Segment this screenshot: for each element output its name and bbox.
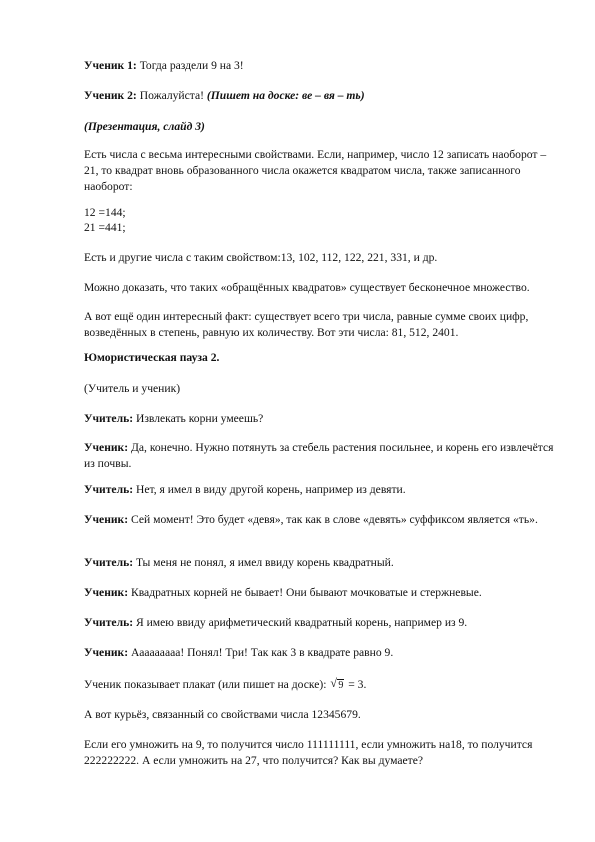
line-student bbox=[84, 512, 554, 528]
speaker-label: Ученик: bbox=[84, 586, 129, 599]
poster-line bbox=[84, 677, 554, 694]
dialogue-text: Тогда раздели 9 на 3! bbox=[136, 59, 244, 72]
paragraph-reverse-squares: Есть числа с весьма интересными свойствами. Если, например, число 12 записать наоборот – 21, то квадрат вновь образованного числа окажется квадратом числа, также записанного наоборот: bbox=[84, 148, 547, 193]
dialogue-text: Ааааааааа! Понял! Три! Так как 3 в квадрате равно 9. bbox=[128, 646, 394, 659]
presentation-note: (Презентация, слайд 3) bbox=[84, 120, 205, 133]
speaker-label: Учитель: bbox=[84, 483, 134, 496]
radicand: 9 bbox=[338, 680, 344, 691]
line-teacher bbox=[84, 482, 554, 498]
speaker-label: Учитель: bbox=[84, 412, 134, 425]
dialogue-text: Нет, я имел в виду другой корень, например из девяти. bbox=[133, 483, 406, 496]
line-teacher bbox=[84, 615, 554, 631]
dialogue-text: Ты меня не понял, я имел ввиду корень квадратный. bbox=[133, 556, 394, 569]
dialogue-text: Сей момент! Это будет «девя», так как в слове «девять» суффиксом является «ть». bbox=[128, 513, 538, 526]
equation-21: 21 =441; bbox=[84, 221, 126, 234]
line-student bbox=[84, 440, 554, 472]
speaker-label: Ученик: bbox=[84, 441, 129, 454]
stage-direction: (Учитель и ученик) bbox=[84, 382, 181, 395]
dialogue-text: Да, конечно. Нужно потянуть за стебель растения посильнее, и корень его извлечётся из почвы. bbox=[84, 441, 554, 470]
radical-sign-icon: √ bbox=[330, 676, 337, 690]
dialogue-text: Квадратных корней не бывает! Они бывают мочковатые и стержневые. bbox=[128, 586, 482, 599]
speaker-label: Учитель: bbox=[84, 616, 134, 629]
line-teacher bbox=[84, 411, 554, 427]
speaker-label: Ученик: bbox=[84, 513, 129, 526]
line-student bbox=[84, 645, 554, 661]
paragraph-interesting-fact: А вот ещё один интересный факт: существует всего три числа, равные сумме своих цифр, возведённых в степень, равную их количеству. Вот эти числа: 81, 512, 2401. bbox=[84, 310, 529, 339]
paragraph-curiosity: А вот курьёз, связанный со свойствами числа 12345679. bbox=[84, 708, 361, 721]
square-root bbox=[330, 677, 344, 694]
section-heading: Юмористическая пауза 2. bbox=[84, 351, 220, 364]
poster-result: = 3. bbox=[345, 678, 367, 691]
line-student bbox=[84, 585, 554, 601]
paragraph-infinite: Можно доказать, что таких «обращённых квадратов» существует бесконечное множество. bbox=[84, 281, 530, 294]
dialogue-text: Я имею ввиду арифметический квадратный корень, например из 9. bbox=[133, 616, 468, 629]
equation-12: 12 =144; bbox=[84, 206, 126, 219]
poster-text: Ученик показывает плакат (или пишет на доске): bbox=[84, 678, 330, 691]
speaker-label: Учитель: bbox=[84, 556, 134, 569]
line-student2 bbox=[84, 88, 554, 104]
dialogue-text: Пожалуйста! bbox=[136, 89, 207, 102]
line-student1 bbox=[84, 58, 554, 74]
speaker-label: Ученик: bbox=[84, 646, 129, 659]
speaker-label: Ученик 1: bbox=[84, 59, 137, 72]
line-teacher bbox=[84, 555, 554, 571]
dialogue-text: Извлекать корни умеешь? bbox=[133, 412, 264, 425]
paragraph-multiply: Если его умножить на 9, то получится число 111111111, если умножить на18, то получится 222222222. А если умножить на 27, что получится? Как вы думаете? bbox=[84, 738, 533, 767]
stage-note: (Пишет на доске: ве – вя – ть) bbox=[206, 89, 365, 102]
paragraph-other-numbers: Есть и другие числа с таким свойством:13, 102, 112, 122, 221, 331, и др. bbox=[84, 251, 438, 264]
speaker-label: Ученик 2: bbox=[84, 89, 137, 102]
